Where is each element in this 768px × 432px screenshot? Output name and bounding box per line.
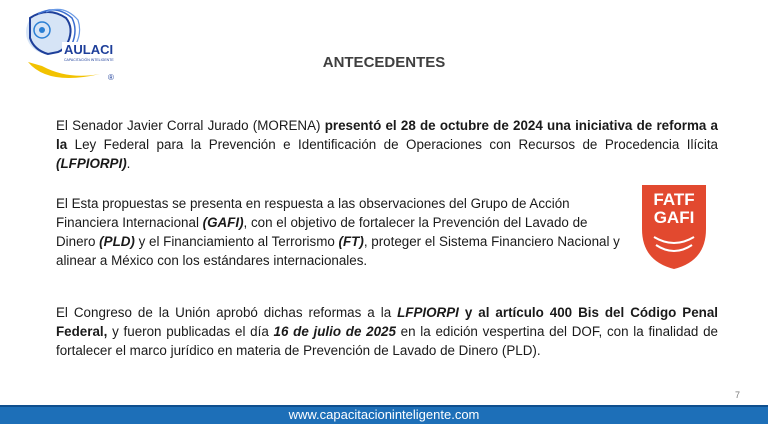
paragraph-initiative: El Senador Javier Corral Jurado (MORENA) presentó el 28 de octubre de 2024 una iniciativa de reforma a la Ley Federal para la Prevención e Identificación de Operaciones con Recursos de Procedencia Ilícita (LFPIORPI). <box>56 118 718 171</box>
paragraph-approval: El Congreso de la Unión aprobó dichas reformas a la LFPIORPI y al artículo 400 Bis del Código Penal Federal, y fueron publicadas el día 16 de julio de 2025 en la edición vespertina del DOF, con la finalidad de fortalecer el marco jurídico en materia de Prevención de Lavado de Dinero (PLD). <box>56 305 719 358</box>
registered-mark: ® <box>108 73 114 82</box>
logo-text: AULACI <box>64 42 114 57</box>
footer-website-link[interactable]: www.capacitacioninteligente.com <box>288 407 480 422</box>
aulaci-logo <box>8 4 128 84</box>
gafi-text: GAFI <box>653 208 695 227</box>
logo-subtext: CAPACITACIÓN INTELIGENTE <box>64 58 114 62</box>
paragraph-gafi: El Esta propuestas se presenta en respuesta a las observaciones del Grupo de Acción Financiera Internacional (GAFI), con el objetivo de fortalecer la Prevención del Lavado de Dinero (PLD) y el Financiamiento al Terrorismo (FT), proteger el Sistema Financiero Nacional y alinear a México con los estándares internacionales. <box>56 196 620 268</box>
page-number: 7 <box>734 390 740 400</box>
page-title: ANTECEDENTES <box>322 54 446 71</box>
fatf-text: FATF <box>653 190 695 209</box>
fatf-gafi-logo <box>640 183 708 271</box>
